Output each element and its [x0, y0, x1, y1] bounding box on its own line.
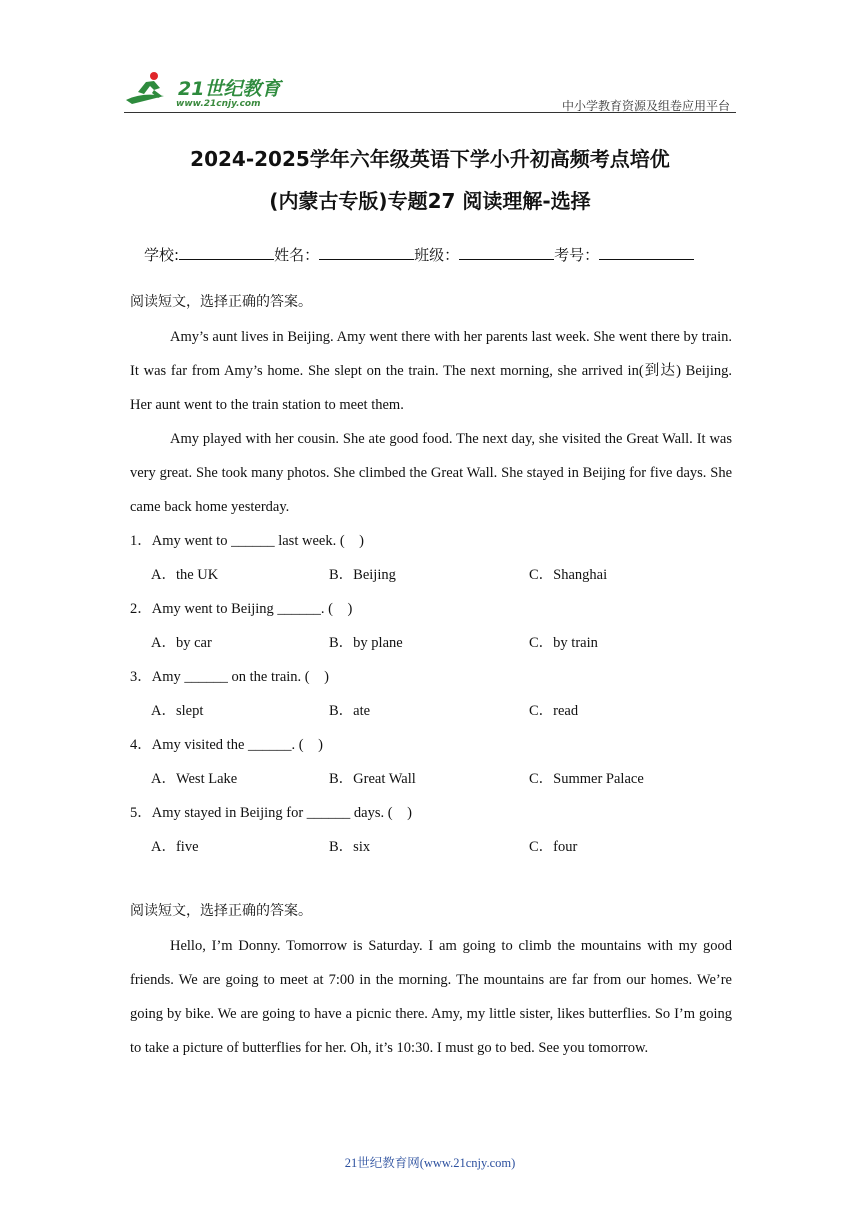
- school-field[interactable]: [179, 245, 274, 260]
- question: 5．Amy stayed in Beijing for ______ days. ( ): [130, 805, 412, 821]
- platform-label: 中小学教育资源及组卷应用平台: [561, 99, 730, 113]
- instruction: 阅读短文，选择正确的答案。: [130, 295, 312, 310]
- reading-section-1: [130, 286, 732, 864]
- option-a[interactable]: A．by car: [151, 635, 212, 651]
- option-c[interactable]: C．by train: [529, 635, 598, 651]
- answer-options: [130, 762, 732, 796]
- option-b[interactable]: B．by plane: [329, 635, 403, 651]
- question-text: Amy stayed in Beijing for ______ days. ( ): [151, 805, 412, 821]
- question: 2．Amy went to Beijing ______. ( ): [130, 601, 353, 617]
- question: 4．Amy visited the ______. ( ): [130, 737, 323, 753]
- class-field[interactable]: [459, 245, 554, 260]
- option-c[interactable]: C．Shanghai: [529, 567, 608, 583]
- question: 1．Amy went to ______ last week. ( ): [130, 533, 364, 549]
- option-c[interactable]: C．four: [529, 839, 578, 855]
- option-c[interactable]: C．read: [529, 703, 579, 719]
- option-a[interactable]: A．West Lake: [151, 771, 238, 787]
- answer-options: [130, 558, 732, 592]
- option-a[interactable]: A．slept: [151, 703, 204, 719]
- name-field[interactable]: [319, 245, 414, 260]
- class-label: 班级：: [414, 246, 460, 264]
- logo-url: www.21cnjy.com: [176, 99, 261, 109]
- student-info-line: [144, 244, 694, 265]
- header-divider: [124, 112, 736, 113]
- option-b[interactable]: B．ate: [329, 703, 371, 719]
- option-a[interactable]: A．five: [151, 839, 199, 855]
- document-subtitle: (内蒙古专版)专题27 阅读理解-选择: [269, 189, 591, 213]
- option-b[interactable]: B．Beijing: [329, 567, 396, 583]
- answer-options: [130, 694, 732, 728]
- school-label: 学校:: [144, 246, 180, 264]
- document-title: 2024-2025学年六年级英语下学小升初高频考点培优: [190, 147, 670, 171]
- logo-text: 21世纪教育: [178, 78, 281, 100]
- answer-options: [130, 626, 732, 660]
- answer-options: [130, 830, 732, 864]
- instruction: 阅读短文，选择正确的答案。: [130, 904, 312, 919]
- option-a[interactable]: A．the UK: [151, 567, 219, 583]
- exam-number-field[interactable]: [599, 245, 694, 260]
- question: 3．Amy ______ on the train. ( ): [130, 669, 329, 685]
- reading-section-2: [130, 895, 732, 1065]
- option-b[interactable]: B．six: [329, 839, 371, 855]
- question-text: Amy visited the ______. ( ): [151, 737, 323, 753]
- exam-number-label: 考号：: [554, 246, 600, 264]
- site-logo[interactable]: [124, 66, 294, 112]
- passage-paragraph: Amy played with her cousin. She ate good food. The next day, she visited the Great Wall. It was very great. She took many photos. She climbed the Great Wall. She stayed in Beijing for five days. She came back home yesterday.: [130, 431, 732, 515]
- question-text: Amy went to Beijing ______. ( ): [151, 601, 353, 617]
- page-footer[interactable]: 21世纪教育网(www.21cnjy.com): [344, 1156, 516, 1170]
- page-header: [124, 66, 736, 112]
- passage-paragraph: Amy’s aunt lives in Beijing. Amy went there with her parents last week. She went there by train. It was far from Amy’s home. She slept on the train. The next morning, she arrived in(到达) Beijing. Her aunt went to the train station to meet them.: [130, 329, 732, 413]
- runner-icon: [124, 70, 176, 106]
- name-label: 姓名：: [274, 246, 320, 264]
- option-b[interactable]: B．Great Wall: [329, 771, 416, 787]
- question-text: Amy went to ______ last week. ( ): [151, 533, 364, 549]
- option-c[interactable]: C．Summer Palace: [529, 771, 644, 787]
- question-text: Amy ______ on the train. ( ): [151, 669, 329, 685]
- passage-paragraph: Hello, I’m Donny. Tomorrow is Saturday. I am going to climb the mountains with my good friends. We are going to meet at 7:00 in the morning. The mountains are far from our homes. We’re going by bike. We are going to have a picnic there. Amy, my little sister, likes butterflies. So I’m going to take a picture of butterflies for her. Oh, it’s 10:30. I must go to bed. See you tomorrow.: [130, 938, 732, 1056]
